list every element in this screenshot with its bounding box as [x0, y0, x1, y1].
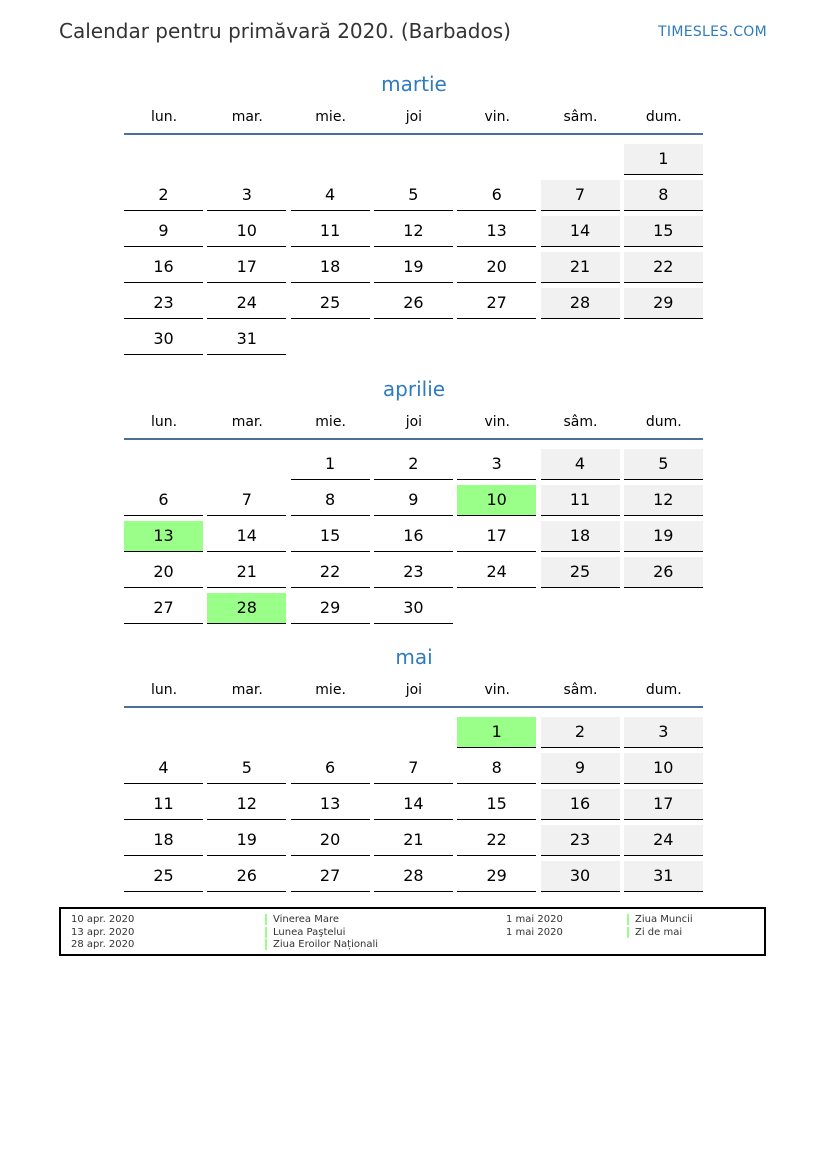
legend-holiday-name: Vinerea Mare — [265, 914, 339, 925]
day-cell: 21 — [207, 557, 286, 588]
day-cell: 15 — [624, 216, 703, 247]
day-cell: 13 — [291, 789, 370, 820]
header-divider — [124, 706, 703, 708]
legend-date: 13 apr. 2020 — [71, 926, 135, 938]
day-cell: 7 — [541, 180, 620, 211]
day-cell: 30 — [124, 324, 203, 355]
day-cell: 2 — [374, 449, 453, 480]
weekday-label: mie. — [315, 414, 346, 430]
day-cell: 31 — [624, 861, 703, 892]
day-cell: 19 — [374, 252, 453, 283]
day-cell: 20 — [457, 252, 536, 283]
day-cell: 25 — [124, 861, 203, 892]
weekday-label: sâm. — [563, 109, 598, 125]
day-cell: 29 — [291, 593, 370, 624]
day-cell: 18 — [124, 825, 203, 856]
day-cell: 1 — [624, 144, 703, 175]
day-cell: 24 — [457, 557, 536, 588]
weekday-label: lun. — [150, 414, 178, 430]
header-divider — [124, 133, 703, 135]
weekday-label: vin. — [484, 109, 510, 125]
day-cell: 26 — [207, 861, 286, 892]
day-cell: 2 — [124, 180, 203, 211]
legend-date: 1 mai 2020 — [506, 926, 563, 938]
weekday-label: sâm. — [563, 682, 598, 698]
legend-date: 10 apr. 2020 — [71, 914, 135, 925]
day-cell: 13 — [457, 216, 536, 247]
weekday-label: dum. — [645, 414, 682, 430]
holiday-legend — [59, 907, 766, 956]
day-cell: 10 — [624, 753, 703, 784]
day-cell: 25 — [541, 557, 620, 588]
day-cell: 20 — [291, 825, 370, 856]
weekday-header — [124, 109, 704, 129]
weekday-label: joi — [405, 414, 423, 430]
holiday-day-cell: 1 — [457, 717, 536, 748]
legend-holiday-name: Zi de mai — [627, 927, 682, 938]
day-cell: 11 — [541, 485, 620, 516]
day-cell: 25 — [291, 288, 370, 319]
day-cell: 4 — [124, 753, 203, 784]
weekday-header — [124, 682, 704, 702]
weekday-label: mar. — [231, 682, 263, 698]
weekday-label: lun. — [150, 109, 178, 125]
day-cell: 29 — [624, 288, 703, 319]
weekday-label: dum. — [645, 682, 682, 698]
day-cell: 18 — [541, 521, 620, 552]
day-cell: 27 — [291, 861, 370, 892]
weekday-label: mie. — [315, 109, 346, 125]
month-name: martie — [381, 72, 447, 96]
day-cell: 8 — [291, 485, 370, 516]
day-cell: 6 — [457, 180, 536, 211]
legend-holiday-name: Ziua Eroilor Naționali — [265, 939, 378, 950]
day-cell: 17 — [457, 521, 536, 552]
header-divider — [124, 438, 703, 440]
day-cell: 18 — [291, 252, 370, 283]
day-cell: 5 — [374, 180, 453, 211]
weekday-label: mie. — [315, 682, 346, 698]
day-cell: 21 — [541, 252, 620, 283]
legend-date: 28 apr. 2020 — [71, 939, 135, 950]
day-cell: 30 — [541, 861, 620, 892]
day-cell: 3 — [207, 180, 286, 211]
weekday-label: vin. — [484, 414, 510, 430]
weekday-label: mar. — [231, 414, 263, 430]
day-cell: 24 — [207, 288, 286, 319]
day-cell: 8 — [457, 753, 536, 784]
day-cell: 31 — [207, 324, 286, 355]
day-cell: 14 — [541, 216, 620, 247]
day-cell: 15 — [291, 521, 370, 552]
day-cell: 19 — [624, 521, 703, 552]
day-cell: 4 — [541, 449, 620, 480]
day-cell: 6 — [291, 753, 370, 784]
day-cell: 22 — [457, 825, 536, 856]
day-cell: 23 — [124, 288, 203, 319]
day-cell: 17 — [207, 252, 286, 283]
weekday-label: dum. — [645, 109, 682, 125]
day-cell: 16 — [374, 521, 453, 552]
day-cell: 6 — [124, 485, 203, 516]
day-cell: 20 — [124, 557, 203, 588]
day-cell: 3 — [624, 717, 703, 748]
day-cell: 24 — [624, 825, 703, 856]
day-cell: 12 — [624, 485, 703, 516]
day-cell: 4 — [291, 180, 370, 211]
weekday-label: joi — [405, 109, 423, 125]
holiday-day-cell: 13 — [124, 521, 203, 552]
day-cell: 1 — [291, 449, 370, 480]
day-cell: 9 — [374, 485, 453, 516]
legend-date: 1 mai 2020 — [506, 914, 563, 925]
day-cell: 28 — [374, 861, 453, 892]
day-cell: 9 — [541, 753, 620, 784]
day-cell: 16 — [541, 789, 620, 820]
legend-holiday-name: Lunea Paştelui — [265, 927, 345, 938]
holiday-day-cell: 10 — [457, 485, 536, 516]
day-cell: 2 — [541, 717, 620, 748]
month-name: aprilie — [382, 377, 446, 401]
day-cell: 30 — [374, 593, 453, 624]
page-title: Calendar pentru primăvară 2020. (Barbados) — [59, 19, 511, 43]
day-cell: 10 — [207, 216, 286, 247]
day-cell: 16 — [124, 252, 203, 283]
day-cell: 3 — [457, 449, 536, 480]
day-cell: 27 — [457, 288, 536, 319]
day-cell: 7 — [374, 753, 453, 784]
weekday-label: vin. — [484, 682, 510, 698]
day-cell: 9 — [124, 216, 203, 247]
day-cell: 11 — [291, 216, 370, 247]
day-cell: 7 — [207, 485, 286, 516]
day-cell: 27 — [124, 593, 203, 624]
weekday-header — [124, 414, 704, 434]
day-cell: 26 — [374, 288, 453, 319]
weekday-label: mar. — [231, 109, 263, 125]
day-cell: 21 — [374, 825, 453, 856]
day-cell: 12 — [374, 216, 453, 247]
day-cell: 5 — [207, 753, 286, 784]
day-cell: 5 — [624, 449, 703, 480]
day-cell: 17 — [624, 789, 703, 820]
site-link[interactable]: TIMESLES.COM — [658, 24, 767, 40]
legend-holiday-name: Ziua Muncii — [627, 914, 693, 925]
day-cell: 23 — [541, 825, 620, 856]
month-name: mai — [395, 645, 433, 669]
day-cell: 14 — [374, 789, 453, 820]
weekday-label: sâm. — [563, 414, 598, 430]
day-cell: 22 — [624, 252, 703, 283]
day-cell: 11 — [124, 789, 203, 820]
day-cell: 28 — [541, 288, 620, 319]
weekday-label: joi — [405, 682, 423, 698]
day-cell: 23 — [374, 557, 453, 588]
day-cell: 19 — [207, 825, 286, 856]
day-cell: 29 — [457, 861, 536, 892]
day-cell: 26 — [624, 557, 703, 588]
holiday-day-cell: 28 — [207, 593, 286, 624]
day-cell: 12 — [207, 789, 286, 820]
day-cell: 15 — [457, 789, 536, 820]
weekday-label: lun. — [150, 682, 178, 698]
day-cell: 14 — [207, 521, 286, 552]
day-cell: 8 — [624, 180, 703, 211]
day-cell: 22 — [291, 557, 370, 588]
